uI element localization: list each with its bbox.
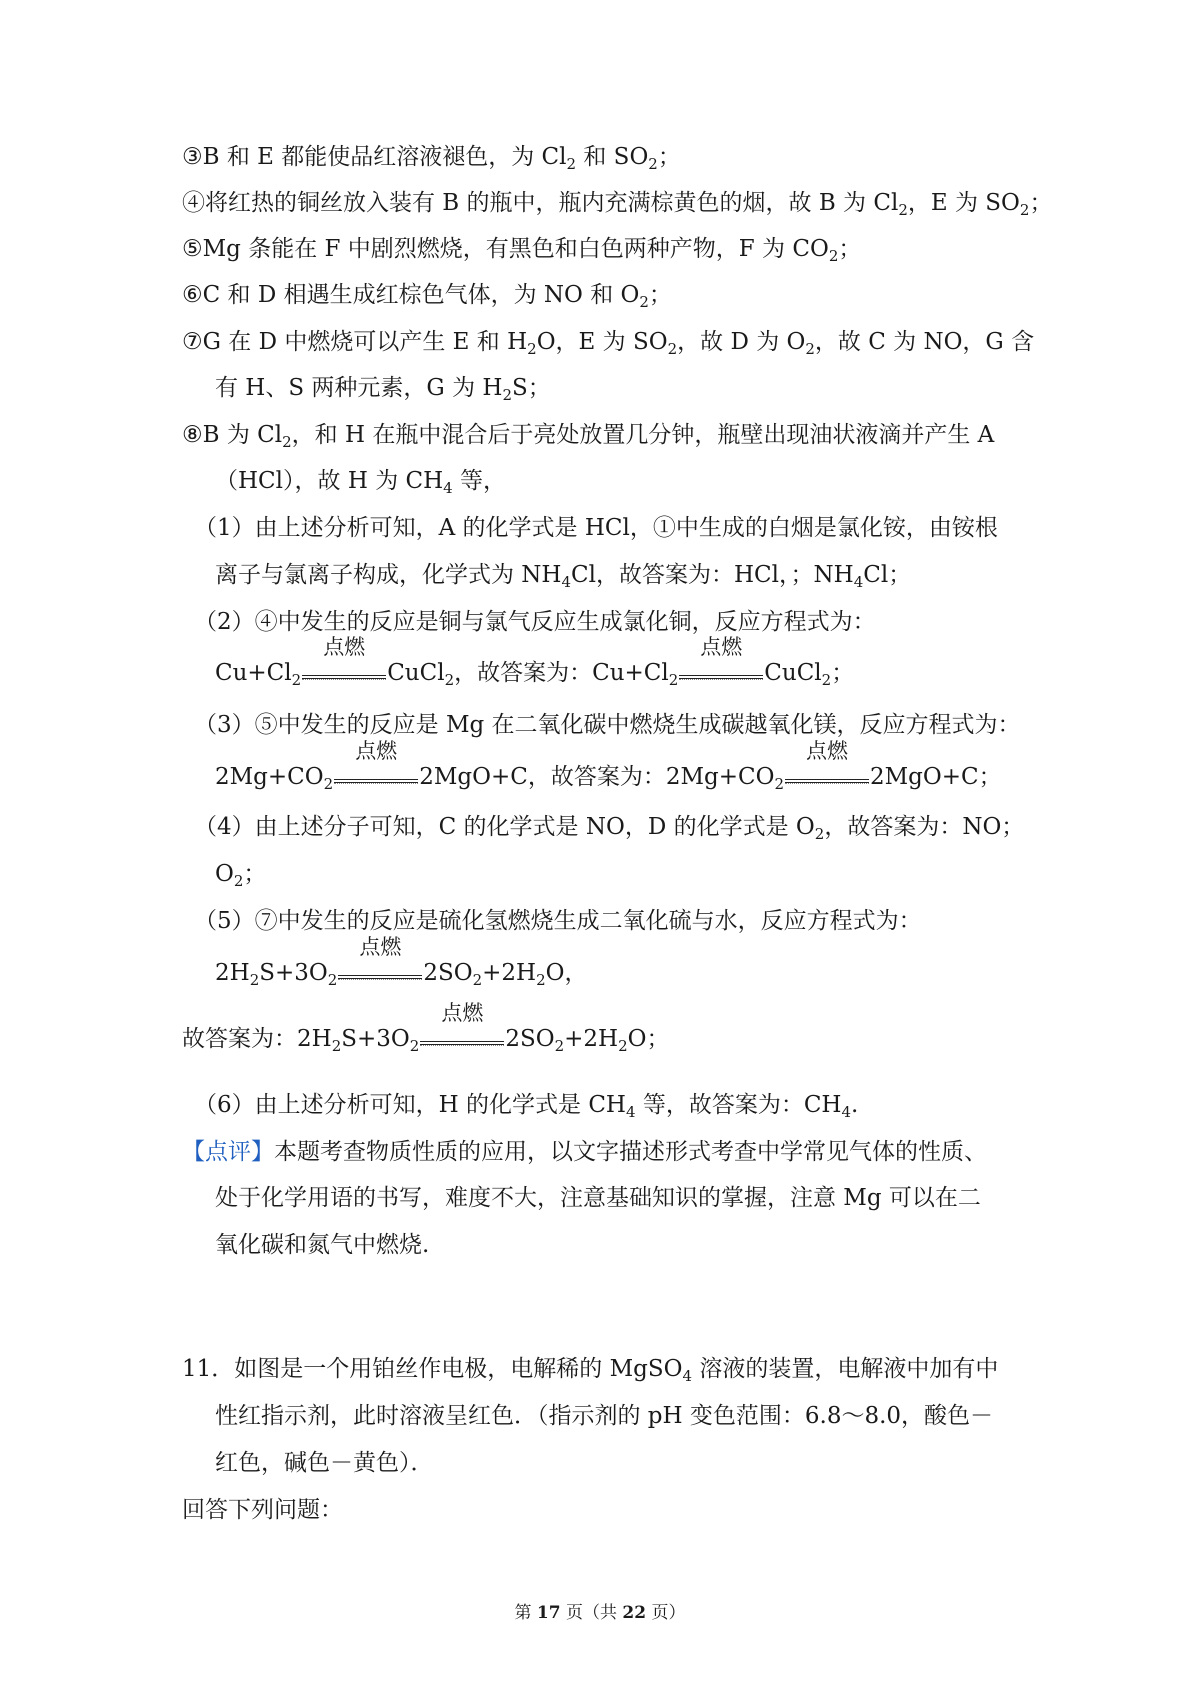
analysis-item-7: ⑦G 在 D 中燃烧可以产生 E 和 $H_2O$，E 为 $SO_2$，故 D 为 $O_2$，故 C 为 NO，G 含 [182, 329, 1035, 358]
question-11-line-3: 红色，碱色－黄色）． [215, 1450, 434, 1476]
question-11-prompt: 回答下列问题： [182, 1497, 343, 1523]
answer-2: （2）④中发生的反应是铜与氯气反应生成氯化铜，反应方程式为： [194, 609, 876, 635]
reaction-arrow: 点燃 [420, 1024, 504, 1054]
answer-6: （6）由上述分析可知，H 的化学式是 $CH_4$ 等，故答案为：$CH_4$. [194, 1092, 859, 1121]
reaction-arrow: 点燃 [334, 762, 418, 792]
answer-3-equation: $2Mg+CO_2$ 点燃 2MgO+C，故答案为：$2Mg+CO_2$ 点燃 2MgO+C； [215, 739, 1002, 793]
analysis-item-8-cont: （HCl），故 H 为 $CH_4$ 等， [215, 468, 507, 497]
reaction-arrow: 点燃 [302, 658, 386, 688]
review-comment-line-2: 处于化学用语的书写，难度不大，注意基础知识的掌握，注意 Mg 可以在二 [215, 1185, 981, 1211]
answer-5: （5）⑦中发生的反应是硫化氢燃烧生成二氧化硫与水，反应方程式为： [194, 908, 922, 934]
answer-5-equation: $2H_2S+3O_2$ 点燃 $2SO_2+2H_2O$， [215, 935, 588, 989]
review-tag: 【点评】 [182, 1139, 274, 1165]
reaction-arrow: 点燃 [679, 658, 763, 688]
analysis-item-8: ⑧B 为 $Cl_2$，和 H 在瓶中混合后于亮处放置几分钟，瓶壁出现油状液滴并产生 A [182, 422, 995, 451]
answer-4: （4）由上述分子可知，C 的化学式是 NO，D 的化学式是 $O_2$，故答案为：NO； [194, 814, 1025, 843]
answer-2-equation: $Cu+Cl_2$ 点燃 CuCl$_2$，故答案为：$Cu+Cl_2$ 点燃 CuCl$_2$； [215, 635, 855, 689]
page-number: 17 [536, 1603, 561, 1623]
answer-1-cont: 离子与氯离子构成，化学式为 $NH_4Cl$，故答案为：HCl，；$NH_4Cl$； [215, 562, 912, 591]
answer-4-cont: $O_2$； [215, 861, 267, 890]
reaction-arrow: 点燃 [785, 762, 869, 792]
page-total: 22 [622, 1603, 647, 1623]
review-comment: 【点评】本题考查物质性质的应用，以文字描述形式考查中学常见气体的性质、 [182, 1139, 987, 1165]
question-11-line-2: 性红指示剂，此时溶液呈红色．（指示剂的 pH 变色范围：6.8～8.0，酸色－ [215, 1403, 994, 1429]
analysis-item-4: ④将红热的铜丝放入装有 B 的瓶中，瓶内充满棕黄色的烟，故 B 为 $Cl_2$，E 为 $SO_2$； [182, 190, 1053, 219]
analysis-item-6: ⑥C 和 D 相遇生成红棕色气体，为 NO 和 $O_2$； [182, 282, 672, 311]
analysis-item-3: ③B 和 E 都能使品红溶液褪色，为 $Cl_2$ 和 $SO_2$； [182, 144, 681, 173]
question-11: 11．如图是一个用铂丝作电极，电解稀的 MgSO$_4$ 溶液的装置，电解液中加有中 [182, 1356, 999, 1385]
answer-3: （3）⑤中发生的反应是 Mg 在二氧化碳中燃烧生成碳越氧化镁，反应方程式为： [194, 712, 1021, 738]
answer-5-final: 故答案为：$2H_2S+3O_2$ 点燃 $2SO_2+2H_2O$； [182, 1001, 670, 1055]
answer-1: （1）由上述分析可知，A 的化学式是 HCl，①中生成的白烟是氯化铵，由铵根 [194, 515, 998, 541]
analysis-item-7-cont: 有 H、S 两种元素，G 为 $H_2S$； [215, 375, 551, 404]
review-comment-line-3: 氧化碳和氮气中燃烧. [215, 1232, 430, 1258]
reaction-arrow: 点燃 [338, 958, 422, 988]
page-footer: 第 17 页（共 22 页） [514, 1603, 686, 1623]
analysis-item-5: ⑤Mg 条能在 F 中剧烈燃烧，有黑色和白色两种产物，F 为 $CO_2$； [182, 236, 862, 265]
